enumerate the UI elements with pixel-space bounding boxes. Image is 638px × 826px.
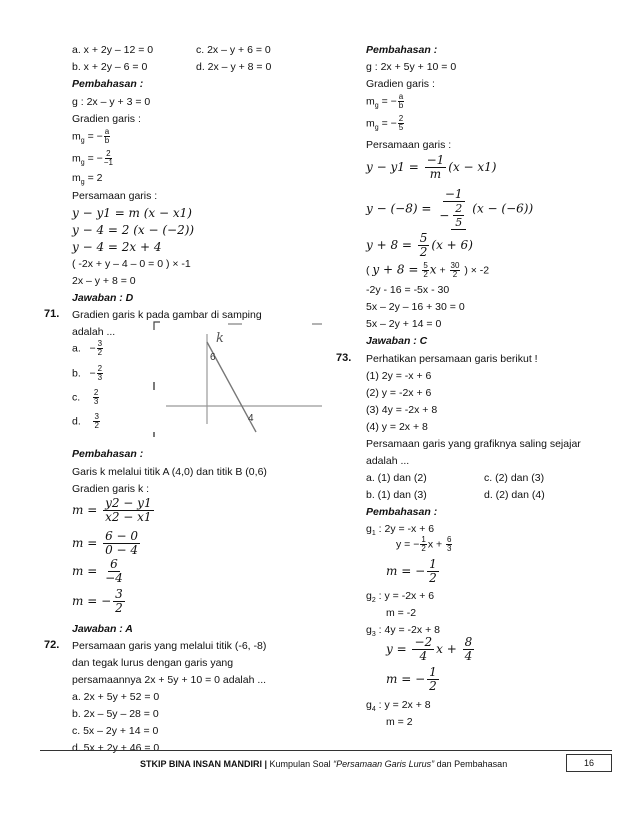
label-6: 6: [210, 352, 216, 363]
list-item-1: (1) 2y = -x + 6: [366, 370, 432, 382]
option-a: a. 2x + 5y + 52 = 0: [72, 691, 160, 703]
pembahasan-heading: Pembahasan :: [72, 448, 144, 460]
jawaban-72: Jawaban : C: [366, 335, 428, 347]
equation-7: 5x – 2y + 14 = 0: [366, 318, 442, 330]
g3-line: $g_3$ : 4y = -2x + 8: [366, 624, 440, 639]
corner-mark: [154, 322, 160, 330]
footer-pre: Kumpulan Soal: [269, 759, 334, 769]
pembahasan-line-1: Garis k melalui titik A (4,0) dan titik B (0,6): [72, 466, 267, 478]
equation-1: y − y1 = $\frac{-1}{m}$ (x − x1): [366, 153, 497, 181]
option-c: c. $\frac{2}{3}$: [72, 388, 99, 406]
equation-4: ( -2x + y – 4 – 0 = 0 ) × -1: [72, 258, 191, 270]
gradien-label: Gradien garis :: [72, 113, 141, 125]
question-73-text: Perhatikan persamaan garis berikut !: [366, 353, 538, 365]
option-a: a. (1) dan (2): [366, 472, 427, 484]
equation-6: 5x – 2y – 16 + 30 = 0: [366, 301, 465, 313]
g3-m: m = − $\frac{1}{2}$: [386, 665, 437, 693]
option-a: a. x + 2y – 12 = 0: [72, 44, 154, 56]
equation-1: y − y1 = m (x − x1): [72, 206, 192, 220]
option-c: c. (2) dan (3): [484, 472, 545, 484]
question-number-72: 72.: [44, 639, 60, 651]
option-b: b. (1) dan (3): [366, 489, 427, 501]
question-number-71: 71.: [44, 308, 60, 320]
g3-form: y = $\frac{-2}{4}$ x + $\frac{8}{4}$: [386, 635, 473, 663]
g4-line: $g_4$ : y = 2x + 8: [366, 699, 431, 714]
pembahasan-heading: Pembahasan :: [366, 506, 438, 518]
footer-post: dan Pembahasan: [434, 759, 508, 769]
pembahasan-line-2: Gradien garis k :: [72, 483, 150, 495]
footer-org: STKIP BINA INSAN MANDIRI: [140, 759, 263, 769]
formula-4: m = − $\frac{3}{2}$: [72, 587, 123, 615]
option-d: d. 2x – y + 8 = 0: [196, 61, 272, 73]
option-d: d. 5x + 2y + 46 = 0: [72, 742, 160, 754]
question-73-text-3: adalah ...: [366, 455, 410, 467]
line-g: g : 2x – y + 3 = 0: [72, 96, 151, 108]
g4-m: m = 2: [386, 716, 413, 728]
formula-2: m = $\frac{6 - 0}{0 - 4}$: [72, 529, 139, 557]
pembahasan-heading: Pembahasan :: [366, 44, 438, 56]
equation-5: -2y - 16 = -5x - 30: [366, 284, 450, 296]
g2-m: m = -2: [386, 607, 417, 619]
footer-separator: |: [262, 759, 270, 769]
option-b: b. − $\frac{2}{3}$: [72, 364, 103, 382]
page-footer: [40, 750, 612, 770]
question-72-text-2: dan tegak lurus dengan garis yang: [72, 657, 234, 669]
option-c: c. 5x – 2y + 14 = 0: [72, 725, 159, 737]
page-number: 16: [566, 754, 612, 772]
option-b: b. x + 2y – 6 = 0: [72, 61, 148, 73]
option-a: a. − $\frac{3}{2}$: [72, 339, 103, 357]
g1-line: $g_1$ : 2y = -x + 6: [366, 523, 435, 538]
gradient-result: $m_g = 2$: [72, 172, 103, 187]
equation-4: ( y + 8 = $\frac{5}{2}$ x + $\frac{30}{2}$ ) × -2: [366, 261, 490, 279]
persamaan-label: Persamaan garis :: [366, 139, 452, 151]
footer-divider: [40, 750, 612, 751]
equation-2: y − (−8) = −1 − $\frac{2}{5}$ (x − (−6)): [366, 187, 534, 229]
g2-line: $g_2$ : y = -2x + 6: [366, 590, 435, 605]
option-c: c. 2x – y + 6 = 0: [196, 44, 271, 56]
option-d: d. (2) dan (4): [484, 489, 545, 501]
footer-title: “Persamaan Garis Lurus”: [333, 759, 435, 769]
jawaban-70: Jawaban : D: [72, 292, 134, 304]
list-item-4: (4) y = 2x + 8: [366, 421, 428, 433]
equation-2: y − 4 = 2 (x − (−2)): [72, 223, 195, 237]
question-number-73: 73.: [336, 352, 352, 364]
pembahasan-heading: Pembahasan :: [72, 78, 144, 90]
list-item-3: (3) 4y = -2x + 8: [366, 404, 438, 416]
persamaan-label: Persamaan garis :: [72, 190, 158, 202]
label-4: 4: [248, 413, 254, 424]
line-k-graph: [152, 320, 324, 438]
gradient-formula: $m_g$ = − $\frac{a}{b}$: [72, 127, 110, 145]
list-item-2: (2) y = -2x + 6: [366, 387, 432, 399]
question-72-text-3: persamaannya 2x + 5y + 10 = 0 adalah ...: [72, 674, 267, 686]
formula-1: m = $\frac{y2 - y1}{x2 - x1}$: [72, 496, 152, 524]
jawaban-71: Jawaban : A: [72, 623, 133, 635]
option-b: b. 2x – 5y – 28 = 0: [72, 708, 159, 720]
equation-3: y − 4 = 2x + 4: [72, 240, 162, 254]
footer-text: [140, 759, 507, 769]
option-d: d. $\frac{3}{2}$: [72, 412, 99, 430]
question-72-text: Persamaan garis yang melalui titik (-6, -8): [72, 640, 267, 652]
g1-m: m = − $\frac{1}{2}$: [386, 557, 437, 585]
question-71-text: Gradien garis k pada gambar di samping: [72, 309, 262, 321]
gradient-value: $m_g$ = − $\frac{2}{5}$: [366, 114, 404, 132]
gradient-value: $m_g$ = − $\frac{2}{-1}$: [72, 149, 113, 167]
label-k: k: [216, 331, 224, 346]
gradien-label: Gradien garis :: [366, 78, 435, 90]
line-g: g : 2x + 5y + 10 = 0: [366, 61, 457, 73]
equation-3: y + 8 = $\frac{5}{2}$ (x + 6): [366, 231, 473, 259]
equation-5: 2x – y + 8 = 0: [72, 275, 136, 287]
question-73-text-2: Persamaan garis yang grafiknya saling sejajar: [366, 438, 581, 450]
question-71-text-2: adalah ...: [72, 326, 116, 338]
gradient-formula: $m_g$ = − $\frac{a}{b}$: [366, 92, 404, 110]
formula-3: m = $\frac{6}{-4}$: [72, 557, 123, 585]
g1-form: y = − $\frac{1}{2}$ x + $\frac{6}{3}$: [396, 535, 452, 553]
